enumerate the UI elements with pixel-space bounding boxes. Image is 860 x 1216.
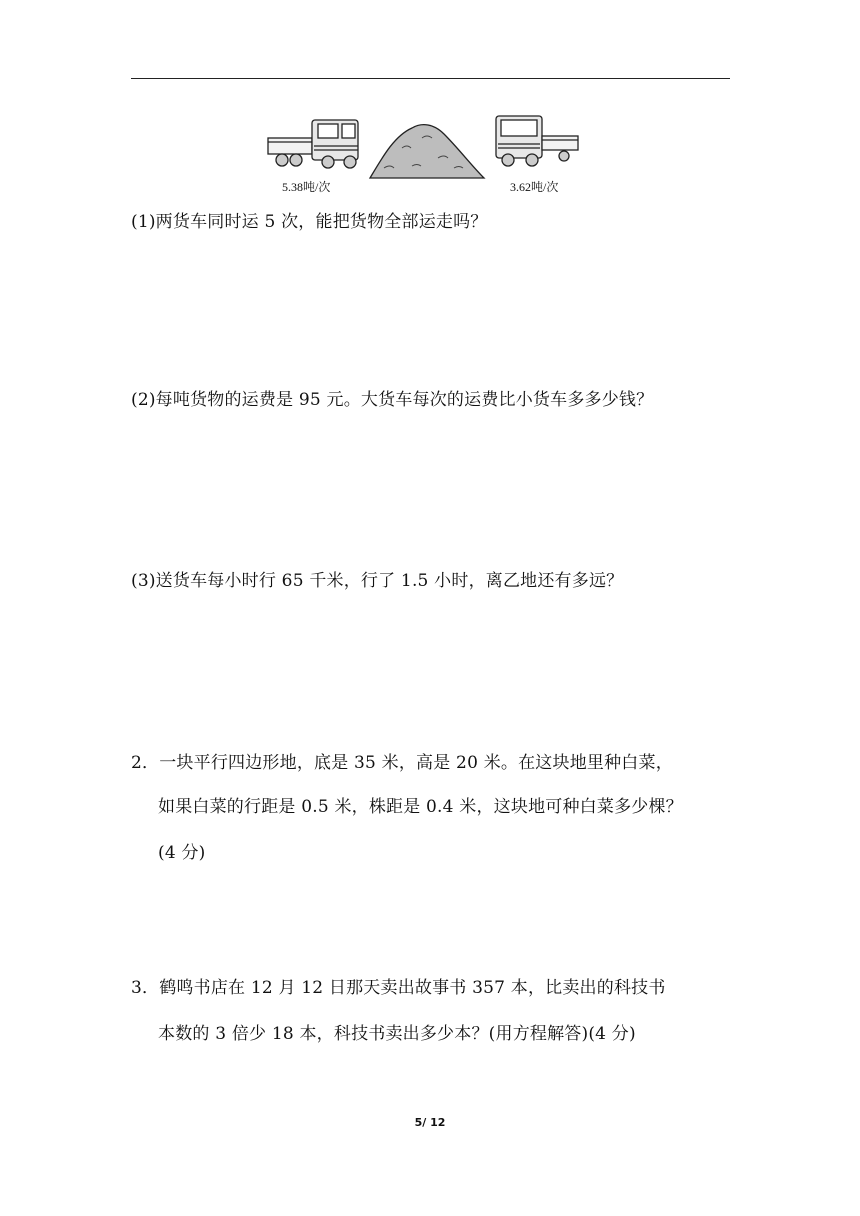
question-2-line-1: 2．一块平行四边形地，底是 35 米，高是 20 米。在这块地里种白菜， (131, 753, 673, 773)
question-2-line-2: 如果白菜的行距是 0.5 米，株距是 0.4 米，这块地可种白菜多少棵？ (158, 797, 683, 817)
question-3-line-2: 本数的 3 倍少 18 本，科技书卖出多少本？(用方程解答)(4 分) (158, 1024, 636, 1044)
small-truck-capacity-label: 3.62吨/次 (510, 180, 559, 194)
big-truck-icon (268, 120, 358, 168)
cargo-pile-icon (370, 125, 484, 178)
small-truck-icon (496, 116, 578, 166)
trucks-illustration (262, 108, 582, 194)
page-number: 5/ 12 (414, 1116, 446, 1129)
question-2-line-3: (4 分) (158, 843, 206, 863)
header-rule (131, 78, 730, 79)
big-truck-capacity-label: 5.38吨/次 (282, 180, 331, 194)
question-1-part-3: (3)送货车每小时行 65 千米，行了 1.5 小时，离乙地还有多远？ (131, 571, 624, 591)
question-3-line-1: 3．鹤鸣书店在 12 月 12 日那天卖出故事书 357 本，比卖出的科技书 (131, 978, 666, 998)
question-1-part-1: (1)两货车同时运 5 次，能把货物全部运走吗？ (131, 212, 488, 232)
question-1-part-2: (2)每吨货物的运费是 95 元。大货车每次的运费比小货车多多少钱？ (131, 390, 654, 410)
